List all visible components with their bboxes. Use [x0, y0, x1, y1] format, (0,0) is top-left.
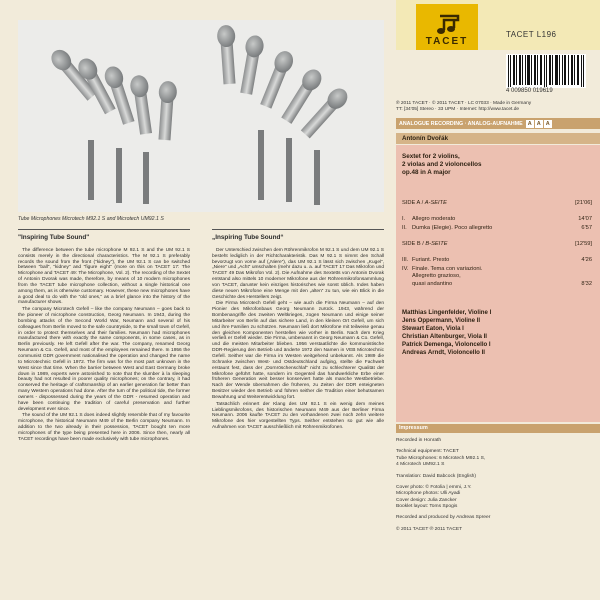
credit-line-2: Microphone photos: Ulli Ayadi — [396, 491, 461, 497]
barcode — [506, 54, 586, 88]
side-b-name: B-SEITE — [425, 241, 448, 247]
performer-6: Andreas Arndt, Violoncello II — [402, 349, 485, 357]
movement-2 — [402, 225, 592, 232]
catalog-number: TACET L196 — [506, 30, 557, 39]
music-note-icon — [432, 14, 462, 36]
english-paragraph-1: The difference between the tube microphone M 92.1 S and the UM 92.1 S consists merely in the directional characteristics. The M 92.1 S preferably records the sound from the front ("kidney"), the UM 92.1 S can be switched between "ball", "kidney" and "figure eight" (more on this on TACET 17: The Microphone and TACET 49: The Microphone, Vol. 2). The recording of the Sextet of Antonin Dvorak was made, therefore, by means of 10 modern microphones from the TACET tube microphone collection, without a single historical one among them, as is otherwise customary. However, these new microphones have a good deal to do with the "old ones," as a brief glance into the history of the manufacturer shows. — [18, 247, 190, 306]
recorded-in: Recorded in Honrath — [396, 438, 442, 443]
side-a-time: [21'06] — [575, 200, 592, 206]
logo-area — [396, 0, 600, 50]
equipment-line-1: Technical equipment: TACET — [396, 449, 459, 455]
produced-by: Recorded and produced by Andreas Spreer — [396, 515, 491, 521]
movement-3 — [402, 257, 592, 264]
movement-3-title: Furiant. Presto — [412, 257, 450, 263]
movement-2-title: Dumka (Elegie). Poco allegretto — [412, 225, 493, 231]
movement-4 — [402, 266, 592, 288]
work-title-line-1: Sextet for 2 violins, — [402, 153, 460, 160]
aaa-badge-2: A — [535, 120, 543, 128]
credit-line-1: Cover photo: © Fotolia | emmi, J.Y. — [396, 484, 472, 490]
work-title — [402, 153, 481, 178]
legal-line-2: TT: [34'05] Stereo · 33 UPM · Internet: http://www.tacet.de — [396, 107, 520, 113]
movement-4-title-line-3: quasi andantino — [412, 280, 453, 287]
side-b-time: [12'59] — [575, 241, 592, 247]
movement-4-title-line-1: Finale. Tema con variazioni. — [412, 266, 483, 272]
movement-2-number: II. — [402, 225, 407, 231]
german-paragraph-1: Der Unterschied zwischen dem Röhrenmikrofon M 92.1 S und dem UM 92.1 S besteht lediglich in der Richtcharakteristik. Das M 92.1 S nimmt den Schall bevorzugt von vorne auf („Niere“), das UM 92.1 S lässt sich zwischen „Kugel“, „Niere“ und „Acht“ umschalten (mehr dazu u. a. auf TACET 17 Das Mikrofon und TACET 49 Das Mikrofon Vol. 2). Die Aufnahme des Sextetts von Antonin Dvorak entstand also mittels 10 moderner Mikrofone aus der Röhrenmikrofonsammlung von TACET, darunter kein einziges historisches wie sonst üblich. Indes haben diese neuen Mikrofone eine Menge mit den „alten“ zu tun, wie ein Blick in die Geschichte des Herstellers zeigt. — [212, 247, 384, 300]
barcode-number: 4 009850 019619 — [506, 88, 553, 94]
movement-4-number: IV. — [402, 266, 409, 272]
performer-4: Christian Altenburger, Viola II — [402, 333, 487, 341]
german-paragraph-3: Tatsächlich erinnert der Klang des UM 92.1 S ein wenig dem meines Lieblingsmikrofons, des historischen Neumann M49 aus der Berliner Firma Neumann. 2006 kaufte TACET zu den vorhandenen zwei noch zehn weitere Mikrofone des hier vorgestellten Typs. Seither entstehen so gut wie alle Aufnahmen von TACET ausschließlich mit Röhrenmikrofonen. — [212, 401, 384, 431]
work-title-line-2: 2 violas and 2 violoncellos — [402, 161, 482, 169]
side-a-prefix: SIDE A / — [402, 200, 425, 206]
logo-text: TACET — [425, 36, 469, 47]
german-column — [212, 229, 384, 432]
credit-line-4: Booklet layout: Toms Spogis — [396, 504, 458, 509]
german-paragraph-2: Die Firma Microtech Gefell geht – wie auch die Firma Neumann – auf den Pionier des Mikrofonbaus Georg Neumann zurück. 1943, während der Bombenangriffe des zweiten Weltkrieges, zogen Neumann und einige seiner Mitarbeiter von Berlin auf das sichere Land, in den kleinen Ort Gefell, um sich und ihre Familien zu schützen. Neumann ließ dort Mikrofone mit teilweise genau den gleichen Komponenten herstellen wie vorher in Berlin. Nach dem Krieg verließ er Gefell wieder. Die Firma, umbenannt in Georg Neumann & Co. Gefell, und die meisten Mitarbeiter blieben. 1956 verstaatlichte die kommunistische DDR-Regierung den Betrieb und änderte 1972 den Namen in VEB Microtechnic Gefell. Seither war die Firma im Westen weitgehend unbekannt. Als 1989 die Schranke zwischen West- und Ostdeutschland aufging, stellte die Fachwelt erstaunt fest, dass der „Dornröschenschlaf“ nicht zu schlechterer Qualität der Mikrofone geführt hatte, sondern im Gegenteil das handwerkliche Erbe einer früheren Generation weit besser konserviert hatte als manche Westbetriebe. Nach der Wende übernahmen die früheren, zu Zeiten der DDR enteigneten Besitzer wieder den Betrieb und führen seither die Tradition einer behutsamen Bewahrung und Weiterentwicklung fort. — [212, 301, 384, 400]
side-b-prefix: SIDE B / — [402, 241, 426, 247]
microphones-illustration — [18, 20, 384, 212]
movement-3-number: III. — [402, 257, 409, 263]
analog-recording-bar — [396, 118, 600, 129]
performer-2: Jens Oppermann, Violine II — [402, 317, 481, 325]
performer-5: Patrick Demenga, Violoncello I — [402, 341, 491, 349]
movement-4-time: 8'32 — [581, 281, 592, 287]
equipment-line-3: 4 Microtech UM92.1 S — [396, 462, 445, 468]
credit-line-3: Cover design: Julia Zancker — [396, 497, 457, 503]
work-title-line-3: op.48 in A major — [402, 169, 451, 177]
english-paragraph-3: The sound of the UM 92.1 S does indeed slightly resemble that of my favourite microphone, the historical Neumann M49 of the Berlin company Neumann. In addition to the two already in their possession, TACET bought ten more microphones of the type being presented here in 2006. Since then, nearly all TACET recordings have been made exclusively with tube microphones. — [18, 413, 190, 442]
side-a-header — [402, 200, 592, 206]
performer-1: Matthias Lingenfelder, Violine I — [402, 309, 492, 316]
english-paragraph-2: The company Microtech Gefell – like the company Neumann – goes back to the pioneer of microphone construction, Georg Neumann. In 1943, during the bombing attacks of the Second World War, Neumann and several of his colleagues from Berlin moved to the safe countryside, to the small town of Gefell, in order to protect themselves and their families. Neumann had microphones manufactured there with exactly the same components, in some cases, as in Berlin previously. He left Gefell after the war. The company, renamed Georg Neumann & Co. Gefell, and most of the employees remained there. In 1956 the communist GDR government nationalised the operation and changed the name to Microtechnic Gefell in 1972. The firm was for the most part unknown in the West since that time. When the barrier between West and East Germany broke down in 1989, experts were astonished to note that the slumber à la sleeping beauty had not resulted in poorer quality microphones; on the contrary, it had conserved the heritage of craftsmanship of an earlier generation far better than many Western operations had done. After the turn of the political tide, the former owners - dispossessed during the years of the GDR - resumed operation and have been continuing the tradition of careful preservation and further development ever since. — [18, 307, 190, 412]
equipment-line-2: Tube Microphones: 6 Microtech M92.1 S, — [396, 455, 486, 461]
copyright-line: © 2011 TACET ℗ 2011 TACET — [396, 526, 463, 532]
performers-list — [402, 309, 491, 358]
analog-label: ANALOGUE RECORDING · ANALOG-AUFNAHME — [399, 120, 523, 127]
movement-1-time: 14'07 — [578, 216, 592, 222]
movement-4-title-line-2: Allegretto grazioso, — [412, 273, 461, 280]
composer-name: Antonín Dvořák — [396, 133, 600, 144]
german-heading: „Inspiring Tube Sound“ — [212, 229, 384, 242]
translation-credit: Translation: David Babcock (English) — [396, 473, 477, 479]
aaa-badge-3: A — [544, 120, 552, 128]
movement-2-time: 6'57 — [581, 225, 592, 231]
movement-1 — [402, 216, 592, 223]
movement-3-time: 4'26 — [581, 257, 592, 263]
label-panel — [396, 0, 600, 600]
movement-1-title: Allegro moderato — [412, 216, 456, 222]
impressum-details — [396, 438, 600, 533]
aaa-badge-1: A — [526, 120, 534, 128]
impressum-heading: Impressum — [396, 424, 600, 433]
program-box — [396, 145, 600, 422]
legal-info — [396, 101, 600, 114]
microphones-photo — [18, 20, 384, 212]
side-b-header — [402, 241, 592, 247]
performer-3: Stewart Eaton, Viola I — [402, 325, 464, 333]
tacet-logo — [416, 4, 478, 50]
english-column — [18, 229, 190, 444]
photo-caption: Tube Microphones Microtech M92.1 S and Microtech UM92.1 S — [18, 216, 164, 222]
movement-1-number: I. — [402, 216, 406, 222]
side-a-name: A-SEITE — [424, 200, 447, 206]
english-heading: "Inspiring Tube Sound" — [18, 229, 190, 242]
legal-line-1: ℗ 2011 TACET · © 2011 TACET · LC 07033 · Made in Germany — [396, 101, 532, 106]
